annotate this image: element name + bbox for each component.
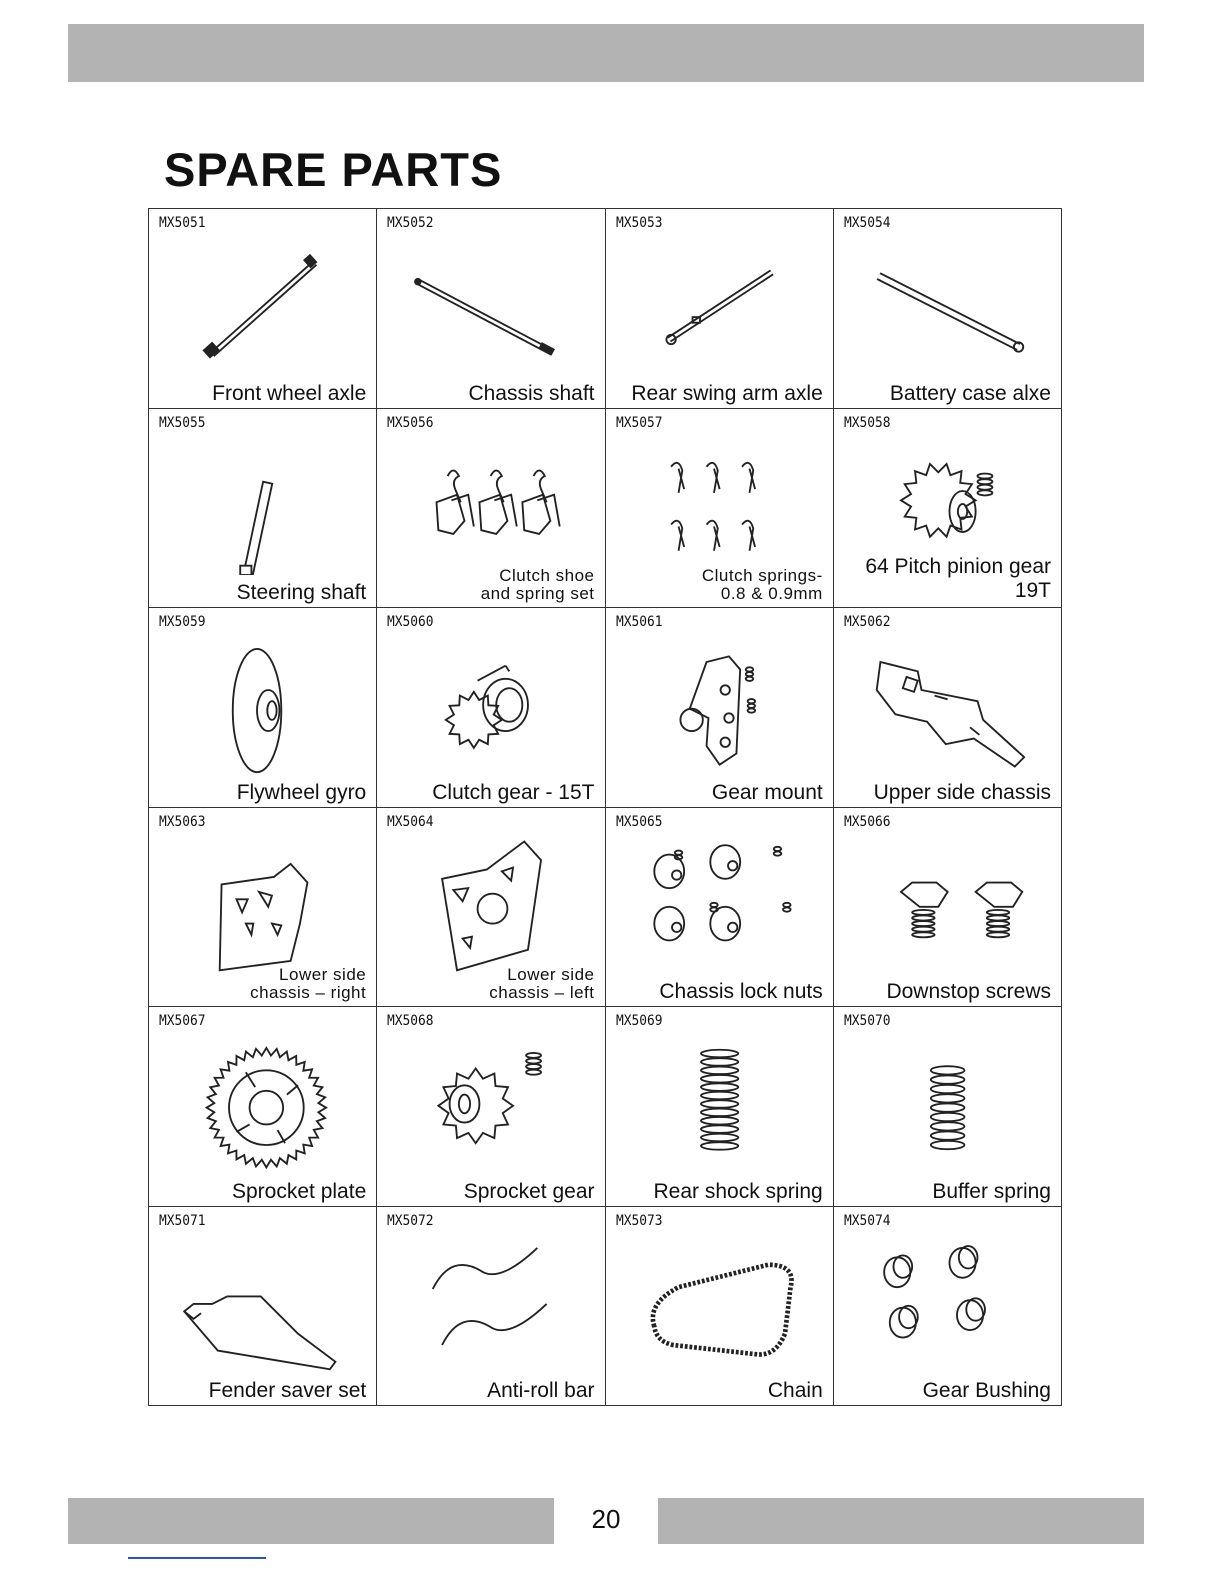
part-name: Rear swing arm axle [631,381,823,405]
part-name-line: chassis – left [489,983,595,1002]
part-code: MX5061 [615,614,663,630]
part-name: Chassis shaft [468,381,595,405]
part-code: MX5054 [843,215,891,231]
part-code: MX5071 [159,1212,206,1229]
part-name [250,966,366,1002]
part-cell [834,209,1062,409]
coil-spring-icon [606,1033,833,1173]
part-code: MX5057 [615,414,663,431]
part-name-line: Clutch shoe [499,566,595,585]
part-code: MX5074 [843,1212,891,1229]
part-cell [377,608,605,808]
part-cell [377,409,605,609]
part-code: MX5070 [843,1013,891,1029]
part-name: Rear shock spring [653,1179,823,1203]
part-name [702,567,823,603]
part-name: Anti-roll bar [487,1379,595,1402]
part-code: MX5069 [615,1013,663,1029]
part-name [489,966,594,1002]
part-name-line: Clutch springs- [701,566,823,585]
footer-band-left [68,1498,554,1544]
part-code: MX5060 [387,614,434,630]
bushing-icon [834,1233,1061,1373]
part-cell [377,1007,605,1207]
sprocket-icon [149,1033,376,1173]
wire-bar-icon [377,1233,604,1373]
part-code: MX5072 [387,1212,434,1229]
part-name-line: 64 Pitch pinion gear [865,555,1051,578]
part-name-line: chassis – right [250,983,367,1002]
part-code: MX5051 [159,215,206,231]
part-code: MX5067 [159,1013,206,1029]
part-code: MX5053 [615,215,663,231]
part-cell [149,608,377,808]
part-cell [606,209,834,409]
part-name: Clutch gear - 15T [432,780,595,804]
part-cell [834,1007,1062,1207]
part-cell [377,209,605,409]
part-code: MX5055 [159,414,206,431]
part-name-line: Lower side [279,965,367,984]
wire-frame-icon [149,1233,376,1373]
part-name: Steering shaft [236,581,367,604]
part-name-line: 0.8 & 0.9mm [720,584,823,603]
part-code: MX5062 [843,614,891,630]
part-code: MX5073 [615,1212,663,1229]
screw-icon [834,834,1061,974]
part-code: MX5058 [843,414,891,431]
chassis-plate-icon [149,834,376,974]
sprocket-gear-icon [377,1033,604,1173]
part-cell [606,808,834,1008]
shaft-icon [149,435,376,575]
hex-rod-icon [834,235,1061,375]
chassis-plate-icon [834,634,1061,774]
part-name: Chassis lock nuts [659,980,823,1003]
part-code: MX5063 [159,813,206,830]
lock-nut-icon [606,834,833,974]
part-name: Buffer spring [932,1179,1051,1203]
part-cell [149,1207,377,1407]
part-code: MX5056 [387,414,434,431]
part-cell [149,808,377,1008]
part-name: Sprocket gear [463,1179,595,1203]
part-cell [377,1207,605,1407]
part-code: MX5066 [843,813,891,830]
part-name: Front wheel axle [212,381,367,405]
shaft-icon [377,235,604,375]
part-cell [834,1207,1062,1407]
part-code: MX5068 [387,1013,434,1029]
page-title: SPARE PARTS [164,143,503,196]
part-name: Chain [767,1379,823,1402]
part-code: MX5052 [387,215,434,231]
part-name: Battery case alxe [889,381,1051,405]
part-cell [606,1207,834,1407]
flywheel-icon [149,634,376,774]
page-number: 20 [591,1504,621,1534]
part-code: MX5064 [387,813,434,830]
coil-spring-icon [834,1033,1061,1173]
axle-icon [606,235,833,375]
part-name [481,567,595,603]
part-name [865,555,1051,603]
part-name: Downstop screws [886,980,1051,1003]
header-band [68,24,1144,82]
part-cell [834,409,1062,609]
part-cell [377,808,605,1008]
part-name: Upper side chassis [873,780,1051,804]
chassis-plate-icon [377,834,604,974]
clutch-gear-icon [377,634,604,774]
part-cell [606,1007,834,1207]
part-name: Sprocket plate [232,1179,367,1203]
pinion-gear-icon [834,435,1061,575]
part-name-line: Lower side [507,965,595,984]
part-name: Gear Bushing [922,1379,1051,1402]
clutch-shoe-icon [377,435,604,575]
part-cell [149,409,377,609]
part-cell [149,209,377,409]
chain-icon [606,1233,833,1373]
part-name-line: and spring set [480,584,595,603]
footer-band-right [658,1498,1144,1544]
part-name: Gear mount [711,780,823,804]
part-cell [606,409,834,609]
part-cell [834,808,1062,1008]
part-code: MX5059 [159,614,206,630]
part-cell [606,608,834,808]
axle-icon [149,235,376,375]
clip-spring-icon [606,435,833,575]
part-code: MX5065 [615,813,663,830]
part-name: Fender saver set [208,1379,367,1402]
part-name: Flywheel gyro [236,780,367,804]
part-cell [149,1007,377,1207]
part-cell [834,608,1062,808]
footer-link-underline [128,1557,266,1559]
part-name-line: 19T [1014,579,1051,602]
parts-grid [148,208,1062,1406]
gear-mount-icon [606,634,833,774]
